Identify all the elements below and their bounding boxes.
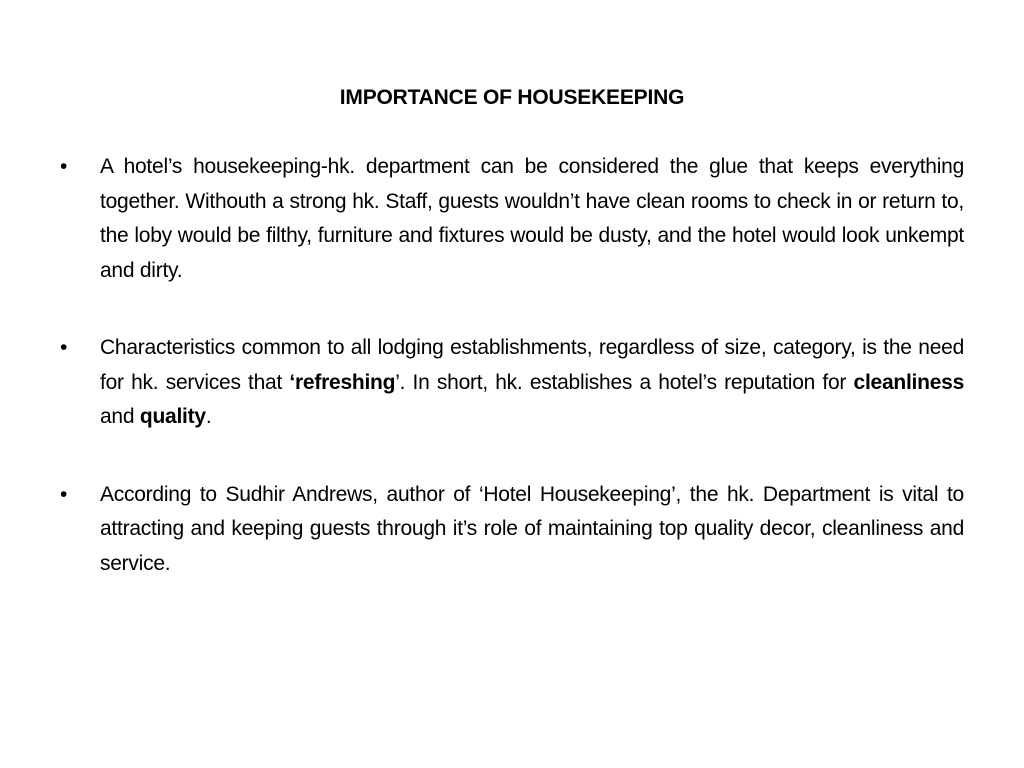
bold-word-cleanliness: cleanliness bbox=[853, 370, 964, 394]
bullet-text-segment: Characteristics common to all lodging establishments, regardless of size, category, is the need for hk. services that bbox=[100, 336, 964, 394]
bullet-item bbox=[60, 331, 964, 435]
bullet-text bbox=[100, 336, 964, 428]
bullet-text: A hotel’s housekeeping-hk. department can be considered the glue that keeps everything together. Withouth a strong hk. Staff, guests wouldn’t have clean rooms to check in or return to, the loby would be filthy, furniture and fixtures would be dusty, and the hotel would look unkempt and dirty. bbox=[100, 155, 964, 282]
bullet-list bbox=[60, 150, 964, 581]
bullet-dot-icon: • bbox=[60, 482, 68, 506]
bullet-text-segment: . bbox=[205, 405, 212, 428]
slide-title: IMPORTANCE OF HOUSEKEEPING bbox=[339, 86, 685, 109]
bold-word-quality: quality bbox=[139, 405, 206, 428]
bullet-item bbox=[60, 150, 964, 288]
bullet-item bbox=[60, 478, 964, 582]
bullet-text-segment: ’. In short, hk. establishes a hotel’s reputation for bbox=[395, 370, 854, 394]
bullet-text-segment: and bbox=[100, 405, 140, 428]
bullet-dot-icon: • bbox=[60, 155, 68, 178]
bullet-text: According to Sudhir Andrews, author of ‘Hotel Housekeeping’, the hk. Department is vital to attracting and keeping guests through it’s role of maintaining top quality decor, cleanliness and service. bbox=[100, 482, 964, 575]
bullet-dot-icon: • bbox=[60, 336, 68, 359]
bold-phrase-refreshing: ‘refreshing bbox=[289, 370, 396, 394]
